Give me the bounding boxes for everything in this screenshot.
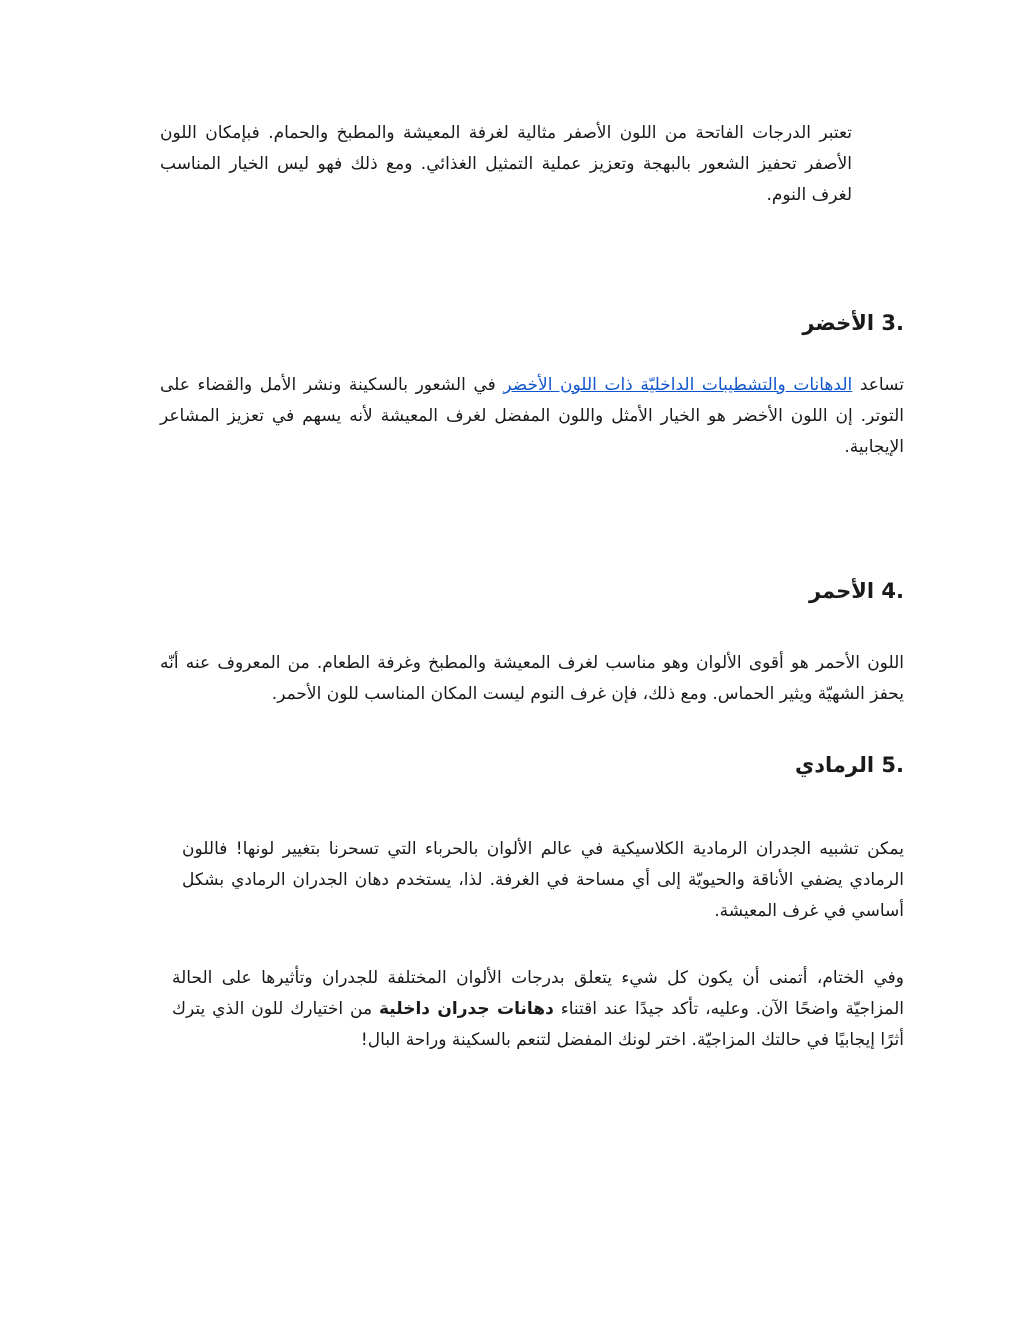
intro-paragraph	[160, 118, 852, 211]
section-number: .4	[881, 579, 904, 603]
section-title: الأخضر	[802, 311, 875, 335]
section-title: الأحمر	[808, 579, 875, 603]
paragraph-text: اللون الأحمر هو أقوى الألوان وهو مناسب لغرف المعيشة والمطبخ وغرفة الطعام. من المعروف عنه أنّه يحفز الشهيّة ويثير الحماس. ومع ذلك، فإن غرف النوم ليست المكان المناسب للون الأحمر.	[160, 653, 904, 704]
paragraph-text: في الشعور بالسكينة ونشر الأمل والقضاء على التوتر. إن اللون الأخضر هو الخيار الأمثل واللون المفضل لغرف المعيشة لأنه يسهم في تعزيز المشاعر الإيجابية.	[160, 375, 904, 457]
section-number: .3	[881, 311, 904, 335]
paragraph-text: تساعد	[852, 375, 904, 395]
section-heading-red	[809, 576, 904, 606]
paragraph-text: من اختيارك للون الذي يترك أثرًا إيجابيًا في حالتك المزاجيّة. اختر لونك المفضل لتنعم بالسكينة وراحة البال!	[172, 999, 904, 1050]
green-paints-link[interactable]: الدهانات والتشطيبات الداخليّة ذات اللون الأخضر	[503, 375, 853, 395]
paragraph-text: وفي الختام، أتمنى أن يكون كل شيء يتعلق بدرجات الألوان المختلفة للجدران وتأثيرها على الحالة المزاجيّة واضحًا الآن. وعليه، تأكد جيدًا عند اقتناء	[172, 968, 904, 1019]
section-number: .5	[881, 753, 904, 777]
section-heading-green	[802, 308, 904, 338]
red-paragraph	[160, 648, 904, 710]
grey-paragraph	[182, 834, 904, 927]
paragraph-text: يمكن تشبيه الجدران الرمادية الكلاسيكية في عالم الألوان بالحرباء التي تسحرنا بتغيير لونها! فاللون الرمادي يضفي الأناقة والحيويّة إلى أي مساحة في الغرفة. لذا، يستخدم دهان الجدران الرمادي بشكل أساسي في غرف المعيشة.	[182, 839, 904, 921]
section-heading-grey	[795, 750, 904, 780]
intro-text: تعتبر الدرجات الفاتحة من اللون الأصفر مثالية لغرفة المعيشة والمطبخ والحمام. فبإمكان اللون الأصفر تحفيز الشعور بالبهجة وتعزيز عملية التمثيل الغذائي. ومع ذلك فهو ليس الخيار المناسب لغرف النوم.	[160, 123, 852, 205]
section-title: الرمادي	[795, 753, 875, 777]
green-paragraph	[160, 370, 904, 463]
conclusion-paragraph	[172, 963, 904, 1056]
bold-keyword: دهانات جدران داخلية	[379, 999, 554, 1019]
